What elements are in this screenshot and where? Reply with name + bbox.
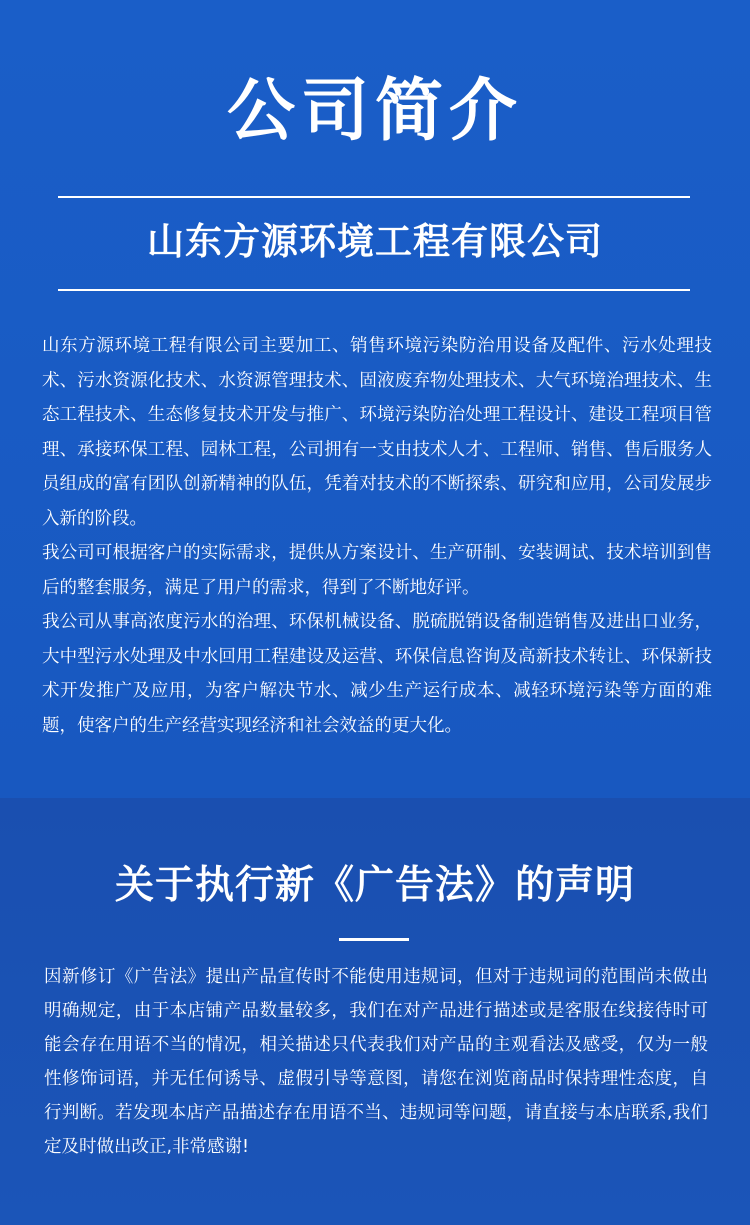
company-name: 山东方源环境工程有限公司 (147, 220, 603, 263)
statement-title: 关于执行新《广告法》的声明 (114, 863, 635, 908)
intro-paragraph: 我公司从事高浓度污水的治理、环保机械设备、脱硫脱销设备制造销售及进出口业务，大中型污水处理及中水回用工程建设及运营、环保信息咨询及高新技术转让、环保新技术开发推广及应用，为客户解决节水、减少生产运行成本、减轻环境污染等方面的难题，使客户的生产经营实现经济和社会效益的更大化。 (42, 612, 712, 736)
statement-body: 因新修订《广告法》提出产品宣传时不能使用违规词，但对于违规词的范围尚未做出明确规定，由于本店铺产品数量较多，我们在对产品进行描述或是客服在线接待时可能会存在用语不当的情况，相关描述只代表我们对产品的主观看法及感受，仅为一般性修饰词语，并无任何诱导、虚假引导等意图，请您在浏览商品时保持理性态度，自行判断。若发现本店产品描述存在用语不当、违规词等问题，请直接与本店联系,我们定及时做出改正,非常感谢! (44, 967, 708, 1157)
intro-paragraph: 我公司可根据客户的实际需求，提供从方案设计、生产研制、安装调试、技术培训到售后的整套服务，满足了用户的需求，得到了不断地好评。 (42, 543, 712, 598)
page-title: 公司简介 (226, 72, 523, 151)
divider-bottom (58, 289, 690, 291)
intro-body (42, 329, 712, 743)
divider-top (58, 196, 690, 198)
intro-paragraph: 山东方源环境工程有限公司主要加工、销售环境污染防治用设备及配件、污水处理技术、污水资源化技术、水资源管理技术、固液废弃物处理技术、大气环境治理技术、生态工程技术、生态修复技术开发与推广、环境污染防治处理工程设计、建设工程项目管理、承接环保工程、园林工程，公司拥有一支由技术人才、工程师、销售、售后服务人员组成的富有团队创新精神的队伍，凭着对技术的不断探索、研究和应用，公司发展步入新的阶段。 (42, 336, 712, 529)
statement-divider (339, 938, 409, 941)
